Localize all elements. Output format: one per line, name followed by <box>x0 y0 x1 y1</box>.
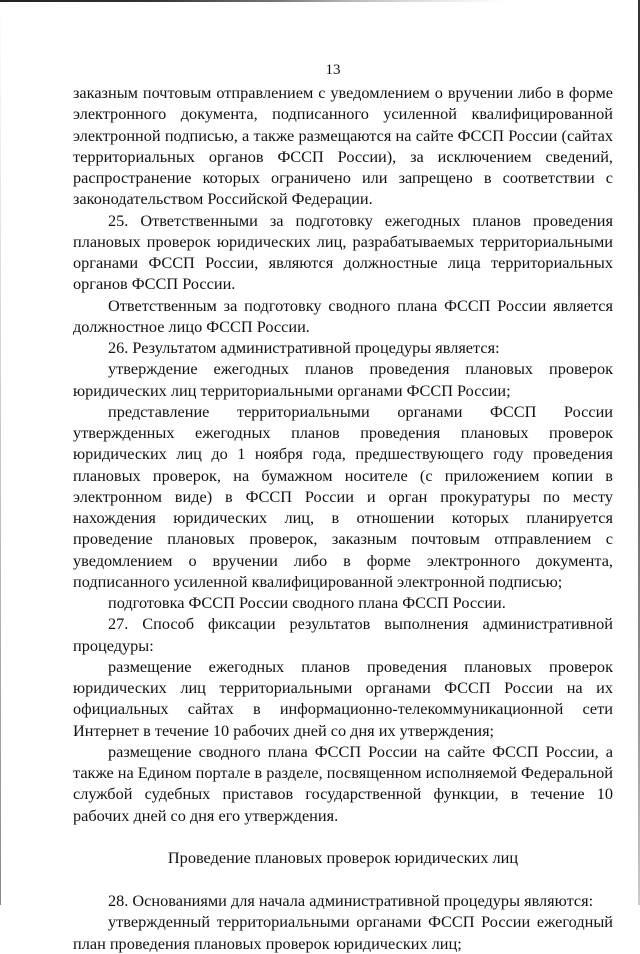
scan-border-left <box>0 0 1 905</box>
paragraph-27: 27. Способ фиксации результатов выполнения административной процедуры: <box>73 614 613 655</box>
page-number: 13 <box>325 62 341 78</box>
paragraph-28: 28. Основаниями для начала административной процедуры являются: <box>108 891 594 910</box>
paragraph-27-item-1: размещение ежегодных планов проведения плановых проверок юридических лиц территориальными органами ФССП России на их официальных сайтах в информационно-телекоммуникационной сети Интернет в течение 10 рабочих дней со дня их утверждения; <box>73 656 613 740</box>
paragraph-26-item-3: подготовка ФССП России сводного плана ФССП России. <box>108 593 506 612</box>
paragraph-26: 26. Результатом административной процедуры является: <box>108 338 500 357</box>
paragraph-26-item-2: представление территориальными органами ФССП России утвержденных ежегодных планов проведения плановых проверок юридических лиц до 1 ноября года, предшествующего году проведения плановых проверок, на бумажном носителе (с приложением копии в электронном виде) в ФССП России и орган прокуратуры по месту нахождения юридических лиц, в отношении которых планируется проведение плановых проверок, заказным почтовым отправлением с уведомлением о вручении либо в форме электронного документа, подписанного усиленной квалифицированной электронной подписью; <box>73 401 613 591</box>
scan-border-top <box>0 0 505 2</box>
paragraph-27-item-2: размещение сводного плана ФССП России на сайте ФССП России, а также на Едином портале в разделе, посвященном исполняемой Федеральной службой судебных приставов государственной функции, в течение 10 рабочих дней со дня его утверждения. <box>73 741 614 825</box>
paragraph-25-responsible-summary: Ответственным за подготовку сводного плана ФССП России является должностное лицо ФССП России. <box>73 295 613 336</box>
paragraph-continuation: заказным почтовым отправлением с уведомлением о вручении либо в форме электронного документа, подписанного усиленной квалифицированной электронной подписью, а также размещаются на сайте ФССП России (сайтах территориальных органов ФССП России), за исключением сведений, распространение которых ограничено или запрещено в соответствии с законодательством Российской Федерации. <box>73 83 613 209</box>
paragraph-25: 25. Ответственными за подготовку ежегодных планов проведения плановых проверок юридических лиц, разрабатываемых территориальными органами ФССП России, являются должностные лица территориальных органов ФССП России. <box>73 210 613 294</box>
document-body <box>73 82 613 954</box>
spacer <box>73 868 613 890</box>
paragraph-26-item-1: утверждение ежегодных планов проведения плановых проверок юридических лиц территориальными органами ФССП России; <box>73 359 613 400</box>
section-heading: Проведение плановых проверок юридических лиц <box>167 847 519 867</box>
spacer <box>73 826 613 847</box>
paragraph-28-item-1: утвержденный территориальными органами ФССП России ежегодный план проведения плановых проверок юридических лиц; <box>73 912 613 953</box>
